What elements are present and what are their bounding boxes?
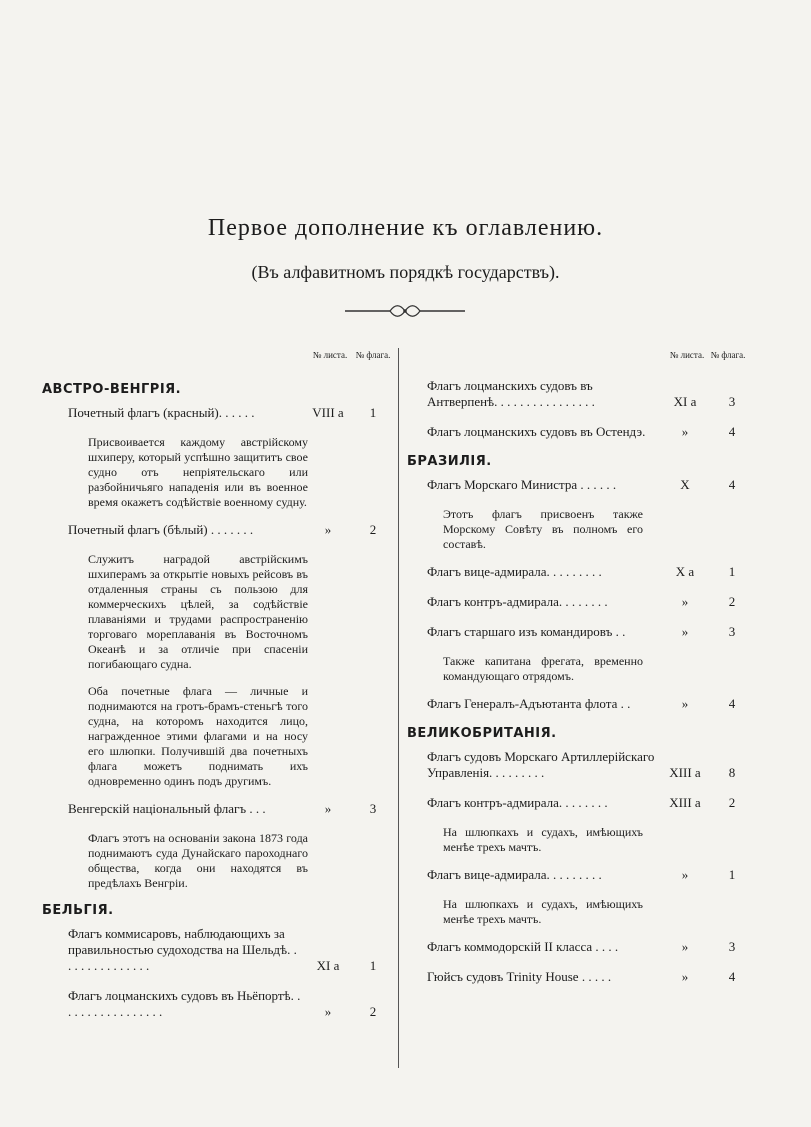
- toc-entry: [405, 564, 750, 580]
- entry-sheet: »: [681, 624, 689, 639]
- section-heading-britain: ВЕЛИКОБРИТАНІЯ.: [407, 726, 557, 741]
- toc-entry: [405, 749, 750, 781]
- entry-text: Флагъ вице-адмирала. . . . . . . . .: [427, 867, 602, 882]
- page-title: Первое дополнение къ оглавлению.: [207, 215, 604, 241]
- entry-text: Флагъ Генералъ-Адъютанта флота . .: [427, 696, 631, 711]
- entry-sheet: »: [324, 1004, 332, 1019]
- entry-sheet: »: [681, 594, 689, 609]
- entry-note: Оба почетные флага — личные и поднимаются на гротъ-брамъ-стеньгѣ того судна, на которомъ находится лицо, награжденное этими флагами и на носу его шлюпки. Получившій два почетныхъ флага можетъ поднимать ихъ одновременно одинъ подъ другимъ.: [88, 684, 308, 788]
- entry-text: Гюйсъ судовъ Trinity House . . . . .: [427, 969, 612, 984]
- section-heading-austria: АВСТРО-ВЕНГРІЯ.: [42, 382, 182, 397]
- entry-text: Флагъ лоцманскихъ судовъ въ Остендэ.: [427, 424, 646, 439]
- toc-entry: [40, 522, 390, 538]
- sheet-number-header: № листа.: [312, 350, 348, 360]
- entry-flag: 3: [728, 624, 736, 639]
- entry-text: Флагъ судовъ Морскаго Артиллерійскаго Управленія. . . . . . . . .: [427, 749, 655, 780]
- entry-sheet: X: [680, 477, 690, 492]
- toc-entry: [405, 795, 750, 811]
- toc-entry: [405, 477, 750, 493]
- entry-text: Флагъ контръ-адмирала. . . . . . . .: [427, 594, 608, 609]
- entry-sheet: »: [681, 424, 689, 439]
- column-divider: [398, 348, 399, 1068]
- entry-sheet: VIII а: [312, 405, 344, 420]
- entry-text: Флагъ коммисаровъ, наблюдающихъ за правильностью судоходства на Шельдѣ. . . . . . . . . . . . . . .: [68, 926, 297, 973]
- entry-text: Флагъ Морскаго Министра . . . . . .: [427, 477, 617, 492]
- entry-flag: 1: [369, 958, 377, 973]
- entry-sheet: »: [324, 522, 332, 537]
- entry-flag: 1: [728, 564, 736, 579]
- entry-text: Почетный флагъ (бѣлый) . . . . . . .: [68, 522, 254, 537]
- entry-sheet: »: [681, 969, 689, 984]
- entry-sheet: XIII а: [669, 795, 701, 810]
- toc-entry: [405, 696, 750, 712]
- toc-entry: [40, 988, 390, 1020]
- ornament-icon: [345, 304, 465, 318]
- page-subtitle: (Въ алфавитномъ порядкѣ государствъ).: [251, 262, 560, 282]
- entry-sheet: »: [681, 939, 689, 954]
- entry-text: Флагъ коммодорскій II класса . . . .: [427, 939, 619, 954]
- column-header: [405, 350, 750, 378]
- entry-note: На шлюпкахъ и судахъ, имѣющихъ менѣе трехъ мачтъ.: [443, 897, 643, 926]
- entry-flag: 4: [728, 696, 736, 711]
- entry-note: Флагъ этотъ на основаніи закона 1873 года поднимаютъ суда Дунайскаго пароходнаго общества, когда они находятся въ предѣлахъ Венгріи.: [88, 831, 308, 890]
- entry-note: Присвоивается каждому австрійскому шхиперу, который успѣшно защититъ свое судно отъ непріятельскаго или разбойничьяго нападенія или въ военное время окажетъ содѣйствіе военному судну.: [88, 435, 308, 509]
- left-column: [40, 350, 390, 1034]
- entry-note: Этотъ флагъ присвоенъ также Морскому Совѣту въ полномъ его составѣ.: [443, 507, 643, 551]
- flag-number-header: № флага.: [355, 350, 391, 360]
- section-heading-brazil: БРАЗИЛІЯ.: [407, 454, 492, 469]
- entry-text: Флагъ контръ-адмирала. . . . . . . .: [427, 795, 608, 810]
- entry-flag: 2: [369, 1004, 377, 1019]
- entry-sheet: XIII а: [669, 765, 701, 780]
- right-column: [405, 350, 750, 999]
- entry-flag: 1: [728, 867, 736, 882]
- entry-flag: 4: [728, 477, 736, 492]
- entry-sheet: XI а: [316, 958, 340, 973]
- toc-entry: [405, 624, 750, 640]
- entry-flag: 3: [369, 801, 377, 816]
- section-heading-belgium: БЕЛЬГІЯ.: [42, 903, 114, 918]
- entry-text: Флагъ старшаго изъ командировъ . .: [427, 624, 626, 639]
- entry-flag: 4: [728, 424, 736, 439]
- entry-text: Флагъ лоцманскихъ судовъ въ Антверпенѣ. . . . . . . . . . . . . . . .: [427, 378, 595, 409]
- entry-flag: 3: [728, 394, 736, 409]
- toc-entry: [405, 969, 750, 985]
- entry-text: Флагъ вице-адмирала. . . . . . . . .: [427, 564, 602, 579]
- flag-number-header: № флага.: [710, 350, 746, 360]
- entry-sheet: »: [681, 867, 689, 882]
- entry-flag: 2: [728, 795, 736, 810]
- entry-flag: 8: [728, 765, 736, 780]
- entry-text: Венгерскій національный флагъ . . .: [68, 801, 266, 816]
- toc-entry: [405, 378, 750, 410]
- entry-sheet: »: [324, 801, 332, 816]
- entry-sheet: X а: [675, 564, 695, 579]
- toc-entry: [40, 405, 390, 421]
- entry-flag: 3: [728, 939, 736, 954]
- entry-note: Служитъ наградой австрійскимъ шхиперамъ за открытіе новыхъ рейсовъ въ отдаленныя страны съ пользою для коммерческихъ цѣлей, за содѣйствіе плаваніями и трудами распространенію торговаго мореплаванія въ Восточномъ Океанѣ и за отличіе при спасеніи погибающаго судна.: [88, 552, 308, 671]
- entry-flag: 2: [369, 522, 377, 537]
- entry-note: Также капитана фрегата, временно командующаго отрядомъ.: [443, 654, 643, 683]
- toc-entry: [40, 801, 390, 817]
- entry-flag: 1: [369, 405, 377, 420]
- column-header: [40, 350, 390, 378]
- entry-text: Флагъ лоцманскихъ судовъ въ Ньёпортѣ. . . . . . . . . . . . . . . . .: [68, 988, 301, 1019]
- sheet-number-header: № листа.: [669, 350, 705, 360]
- toc-entry: [40, 926, 390, 974]
- entry-text: Почетный флагъ (красный). . . . . .: [68, 405, 255, 420]
- toc-entry: [405, 594, 750, 610]
- toc-entry: [405, 867, 750, 883]
- toc-entry: [405, 424, 750, 440]
- toc-entry: [405, 939, 750, 955]
- entry-note: На шлюпкахъ и судахъ, имѣющихъ менѣе трехъ мачтъ.: [443, 825, 643, 854]
- entry-sheet: XI а: [673, 394, 697, 409]
- entry-sheet: »: [681, 696, 689, 711]
- entry-flag: 4: [728, 969, 736, 984]
- entry-flag: 2: [728, 594, 736, 609]
